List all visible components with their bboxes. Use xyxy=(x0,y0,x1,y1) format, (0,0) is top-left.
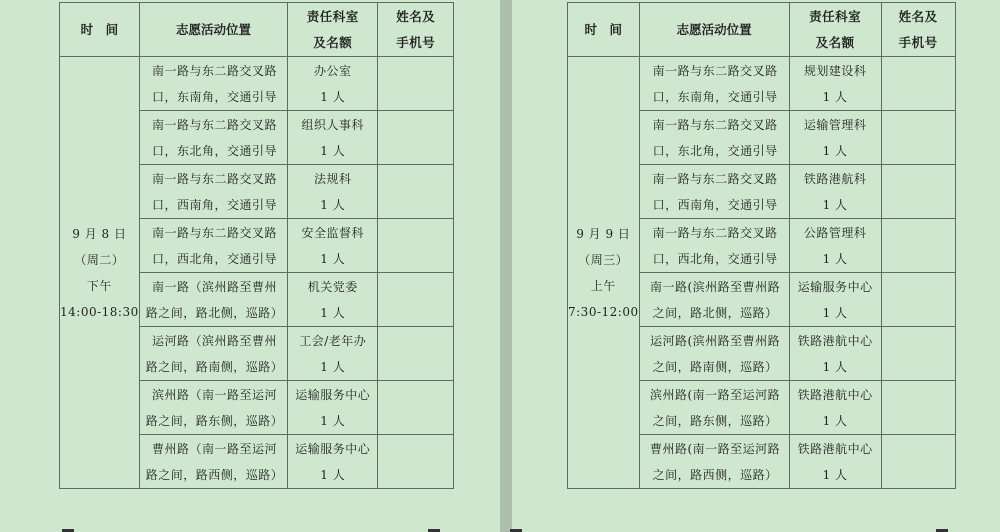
department-text: 运输服务中心 xyxy=(295,441,371,456)
location-text: 南一路与东二路交叉路 xyxy=(652,225,778,240)
name-phone-cell[interactable] xyxy=(378,219,454,273)
quota-text: 1 人 xyxy=(822,89,848,104)
location-cell xyxy=(639,381,789,435)
department-text: 公路管理科 xyxy=(803,225,867,240)
name-phone-cell[interactable] xyxy=(378,381,454,435)
name-phone-cell[interactable] xyxy=(881,111,955,165)
quota-text: 1 人 xyxy=(822,413,848,428)
department-text: 工会/老年办 xyxy=(299,333,367,348)
location-cell xyxy=(139,327,288,381)
location-text: 口，东南角，交通引导 xyxy=(652,89,778,104)
location-text: 路之间，路东侧，巡路） xyxy=(145,413,284,428)
department-text: 安全监督科 xyxy=(301,225,364,240)
header-name-phone: 姓名及 手机号 xyxy=(378,3,454,57)
dept-quota-cell xyxy=(288,57,378,111)
dept-quota-cell xyxy=(789,435,881,489)
location-text: 运河路(滨州路至曹州路 xyxy=(650,333,781,348)
quota-text: 1 人 xyxy=(320,197,346,212)
header-time: 时 间 xyxy=(60,3,140,57)
location-text: 滨州路(南一路至运河路 xyxy=(650,387,781,402)
dept-quota-cell xyxy=(789,111,881,165)
dept-quota-cell xyxy=(789,273,881,327)
department-text: 办公室 xyxy=(313,63,352,78)
name-phone-cell[interactable] xyxy=(881,165,955,219)
dept-quota-cell xyxy=(789,219,881,273)
name-phone-cell[interactable] xyxy=(378,273,454,327)
location-text: 路之间，路北侧，巡路） xyxy=(145,305,284,320)
time-slot-cell xyxy=(60,57,140,489)
volunteer-schedule-table-left xyxy=(59,2,454,489)
location-text: 之间，路南侧，巡路） xyxy=(652,359,778,374)
location-text: 口，西南角，交通引导 xyxy=(151,197,277,212)
department-text: 运输管理科 xyxy=(803,117,867,132)
name-phone-cell[interactable] xyxy=(881,57,955,111)
dept-quota-cell xyxy=(789,57,881,111)
quota-text: 1 人 xyxy=(822,305,848,320)
dept-quota-cell xyxy=(789,165,881,219)
name-phone-cell[interactable] xyxy=(881,327,955,381)
name-phone-cell[interactable] xyxy=(881,435,955,489)
header-name-phone: 姓名及 手机号 xyxy=(881,3,955,57)
time-slot-line: 14:00-18:30 xyxy=(60,304,139,319)
quota-text: 1 人 xyxy=(320,467,346,482)
location-text: 南一路(滨州路至曹州路 xyxy=(650,279,781,294)
location-text: 南一路与东二路交叉路 xyxy=(151,117,277,132)
table-row xyxy=(568,57,956,111)
location-cell xyxy=(139,381,288,435)
time-slot-cell xyxy=(568,57,640,489)
location-text: 南一路与东二路交叉路 xyxy=(151,171,277,186)
location-cell xyxy=(639,273,789,327)
location-text: 路之间，路南侧，巡路） xyxy=(145,359,284,374)
dept-quota-cell xyxy=(288,435,378,489)
department-text: 机关党委 xyxy=(307,279,358,294)
location-text: 南一路与东二路交叉路 xyxy=(652,63,778,78)
location-text: 南一路与东二路交叉路 xyxy=(652,171,778,186)
location-text: 口，西南角，交通引导 xyxy=(652,197,778,212)
quota-text: 1 人 xyxy=(822,143,848,158)
time-slot-line: 7:30-12:00 xyxy=(568,304,639,319)
location-cell xyxy=(139,219,288,273)
location-text: 口，东北角，交通引导 xyxy=(151,143,277,158)
location-cell xyxy=(139,273,288,327)
time-slot-line: （周二） xyxy=(74,252,125,267)
header-row xyxy=(60,3,454,57)
quota-text: 1 人 xyxy=(822,251,848,266)
location-text: 口，西北角，交通引导 xyxy=(652,251,778,266)
location-cell xyxy=(639,327,789,381)
location-text: 南一路与东二路交叉路 xyxy=(652,117,778,132)
department-text: 铁路港航科 xyxy=(803,171,867,186)
time-slot-line: 9 月 9 日 xyxy=(576,226,631,241)
location-text: 滨州路（南一路至运河 xyxy=(151,387,277,402)
header-row xyxy=(568,3,956,57)
time-slot-line: 上午 xyxy=(590,278,616,293)
dept-quota-cell xyxy=(288,273,378,327)
name-phone-cell[interactable] xyxy=(378,435,454,489)
location-text: 之间，路北侧，巡路） xyxy=(652,305,778,320)
time-slot-line: （周三） xyxy=(578,252,629,267)
location-text: 口，西北角，交通引导 xyxy=(151,251,277,266)
location-text: 曹州路(南一路至运河路 xyxy=(650,441,781,456)
location-cell xyxy=(639,57,789,111)
location-cell xyxy=(639,165,789,219)
dept-quota-cell xyxy=(288,327,378,381)
location-text: 路之间，路西侧，巡路） xyxy=(145,467,284,482)
dept-quota-cell xyxy=(288,219,378,273)
quota-text: 1 人 xyxy=(822,197,848,212)
name-phone-cell[interactable] xyxy=(378,165,454,219)
name-phone-cell[interactable] xyxy=(881,273,955,327)
table-row xyxy=(60,57,454,111)
location-text: 南一路与东二路交叉路 xyxy=(151,63,277,78)
location-cell xyxy=(639,111,789,165)
quota-text: 1 人 xyxy=(320,143,346,158)
department-text: 运输服务中心 xyxy=(295,387,371,402)
header-location: 志愿活动位置 xyxy=(639,3,789,57)
document-page-right xyxy=(512,0,1000,532)
header-dept-quota: 责任科室 及名额 xyxy=(288,3,378,57)
location-text: 南一路与东二路交叉路 xyxy=(151,225,277,240)
location-text: 之间，路东侧，巡路） xyxy=(652,413,778,428)
quota-text: 1 人 xyxy=(320,89,346,104)
quota-text: 1 人 xyxy=(320,413,346,428)
location-text: 南一路（滨州路至曹州 xyxy=(151,279,277,294)
dept-quota-cell xyxy=(288,165,378,219)
quota-text: 1 人 xyxy=(320,251,346,266)
location-cell xyxy=(139,111,288,165)
location-text: 之间，路西侧，巡路） xyxy=(652,467,778,482)
quota-text: 1 人 xyxy=(822,467,848,482)
time-slot-line: 下午 xyxy=(86,278,112,293)
location-cell xyxy=(639,435,789,489)
department-text: 铁路港航中心 xyxy=(797,387,873,402)
dept-quota-cell xyxy=(789,381,881,435)
location-text: 运河路（滨州路至曹州 xyxy=(151,333,277,348)
dept-quota-cell xyxy=(288,381,378,435)
name-phone-cell[interactable] xyxy=(378,57,454,111)
location-cell xyxy=(639,219,789,273)
time-slot-line: 9 月 8 日 xyxy=(72,226,127,241)
quota-text: 1 人 xyxy=(320,359,346,374)
dept-quota-cell xyxy=(789,327,881,381)
header-dept-quota: 责任科室 及名额 xyxy=(789,3,881,57)
department-text: 铁路港航中心 xyxy=(797,441,873,456)
name-phone-cell[interactable] xyxy=(378,111,454,165)
name-phone-cell[interactable] xyxy=(378,327,454,381)
location-cell xyxy=(139,435,288,489)
department-text: 法规科 xyxy=(313,171,352,186)
location-cell xyxy=(139,165,288,219)
location-text: 口，东南角，交通引导 xyxy=(151,89,277,104)
department-text: 运输服务中心 xyxy=(797,279,873,294)
name-phone-cell[interactable] xyxy=(881,219,955,273)
quota-text: 1 人 xyxy=(320,305,346,320)
name-phone-cell[interactable] xyxy=(881,381,955,435)
department-text: 组织人事科 xyxy=(301,117,364,132)
header-time: 时 间 xyxy=(568,3,640,57)
header-location: 志愿活动位置 xyxy=(139,3,288,57)
department-text: 规划建设科 xyxy=(803,63,867,78)
dept-quota-cell xyxy=(288,111,378,165)
volunteer-schedule-table-right xyxy=(567,2,956,489)
quota-text: 1 人 xyxy=(822,359,848,374)
location-text: 口，东北角，交通引导 xyxy=(652,143,778,158)
location-text: 曹州路（南一路至运河 xyxy=(151,441,277,456)
page-gutter xyxy=(500,0,512,532)
location-cell xyxy=(139,57,288,111)
department-text: 铁路港航中心 xyxy=(797,333,873,348)
